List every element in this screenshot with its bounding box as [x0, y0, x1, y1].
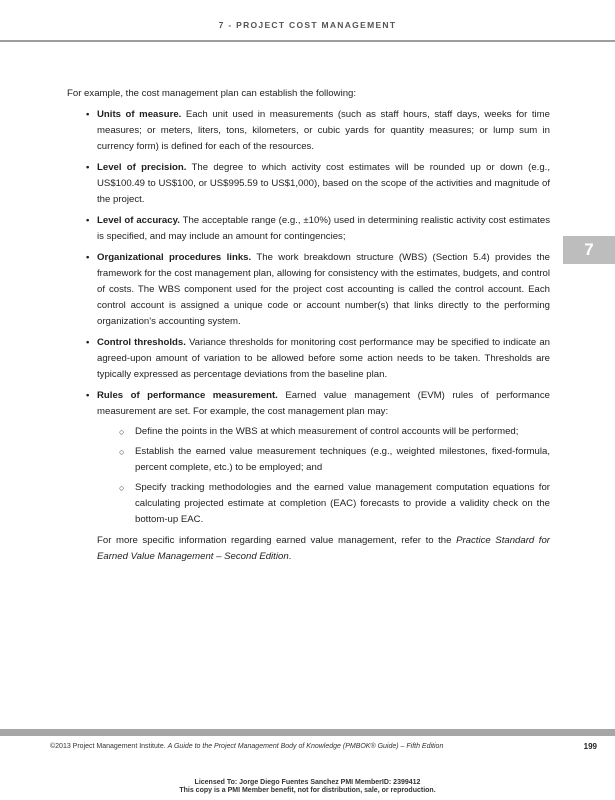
list-item — [67, 335, 550, 383]
list-item — [67, 107, 550, 155]
bullet-icon: • — [86, 252, 90, 263]
item-text: The acceptable range (e.g., ±10%) used in determining realistic activity cost estimates is specified, and may include an amount for contingencies; — [97, 215, 550, 242]
item-text: The work breakdown structure (WBS) (Section 5.4) provides the framework for the cost management plan, allowing for consistency with the estimates, budgets, and control of costs. The WBS component used for the project cost accounting is called the control account. Each control account is assigned a unique code or account number(s) that links directly to the performing organization's accounting system. — [97, 252, 550, 327]
sub-list — [97, 424, 550, 528]
sub-item-text: Define the points in the WBS at which measurement of control accounts will be performed; — [135, 426, 519, 437]
sub-list-item — [97, 480, 550, 528]
list-item — [67, 213, 550, 245]
license-line-2: This copy is a PMI Member benefit, not for distribution, sale, or reproduction. — [179, 787, 436, 794]
chapter-tab: 7 — [563, 236, 615, 264]
closing-text: For more specific information regarding earned value management, refer to the — [97, 535, 457, 546]
bullet-icon: • — [86, 215, 90, 226]
list-item — [67, 388, 550, 528]
closing-end: . — [288, 551, 292, 562]
license-notice — [0, 779, 615, 795]
header-rule — [0, 40, 615, 42]
closing-reference-title: Practice Standard for Earned Value Management – Second Edition — [97, 535, 550, 562]
footer-credit-title: A Guide to the Project Management Body of Knowledge (PMBOK® Guide) – Fifth Edition — [167, 743, 444, 750]
bullet-icon: • — [86, 109, 90, 120]
intro-paragraph: For example, the cost management plan can establish the following: — [67, 88, 357, 99]
footer-rule — [0, 729, 615, 736]
closing-paragraph — [67, 533, 550, 565]
list-item — [67, 160, 550, 208]
license-line-1: Licensed To: Jorge Diego Fuentes Sanchez PMI MemberID: 2399412 — [194, 779, 421, 786]
item-text: Earned value management (EVM) rules of performance measurement are set. For example, the cost management plan may: — [97, 390, 550, 417]
circle-bullet-icon: ○ — [119, 447, 125, 457]
circle-bullet-icon: ○ — [119, 483, 125, 493]
item-lead: Level of accuracy. — [97, 215, 180, 226]
page-number: 199 — [583, 742, 597, 751]
bullet-icon: • — [86, 337, 90, 348]
item-lead: Organizational procedures links. — [97, 252, 252, 263]
list-item — [67, 250, 550, 330]
sub-list-item — [97, 444, 550, 476]
running-header: 7 - PROJECT COST MANAGEMENT — [218, 20, 397, 30]
footer-credit — [50, 743, 443, 750]
bullet-icon: • — [86, 162, 90, 173]
item-lead: Rules of performance measurement. — [97, 390, 278, 401]
bullet-icon: • — [86, 390, 90, 401]
sub-list-item — [97, 424, 550, 440]
item-text: The degree to which activity cost estimates will be rounded up or down (e.g., US$100.49 to US$100, or US$995.59 to US$1,000), based on the scope of the activities and magnitude of the project. — [97, 162, 550, 205]
sub-item-text: Establish the earned value measurement techniques (e.g., weighted milestones, fixed-formula, percent complete, etc.) to be employed; and — [135, 446, 550, 473]
sub-item-text: Specify tracking methodologies and the earned value management computation equations for calculating projected estimate at completion (EAC) forecasts to provide a validity check on the bottom-up EAC. — [135, 482, 550, 525]
circle-bullet-icon: ○ — [119, 427, 125, 437]
item-lead: Level of precision. — [97, 162, 187, 173]
item-lead: Control thresholds. — [97, 337, 186, 348]
item-text: Variance thresholds for monitoring cost performance may be specified to indicate an agreed-upon amount of variation to be allowed before some action needs to be taken. Thresholds are typically expressed as percentage deviations from the baseline plan. — [97, 337, 550, 380]
plan-items-list — [67, 107, 550, 528]
item-lead: Units of measure. — [97, 109, 182, 120]
body-content — [67, 86, 550, 565]
item-text: Each unit used in measurements (such as staff hours, staff days, weeks for time measures; or meters, liters, tons, kilometers, or cubic yards for quantity measures; or lump sum in currency form) is defined for each of the resources. — [97, 109, 550, 152]
footer-credit-prefix: ©2013 Project Management Institute. — [50, 743, 168, 750]
